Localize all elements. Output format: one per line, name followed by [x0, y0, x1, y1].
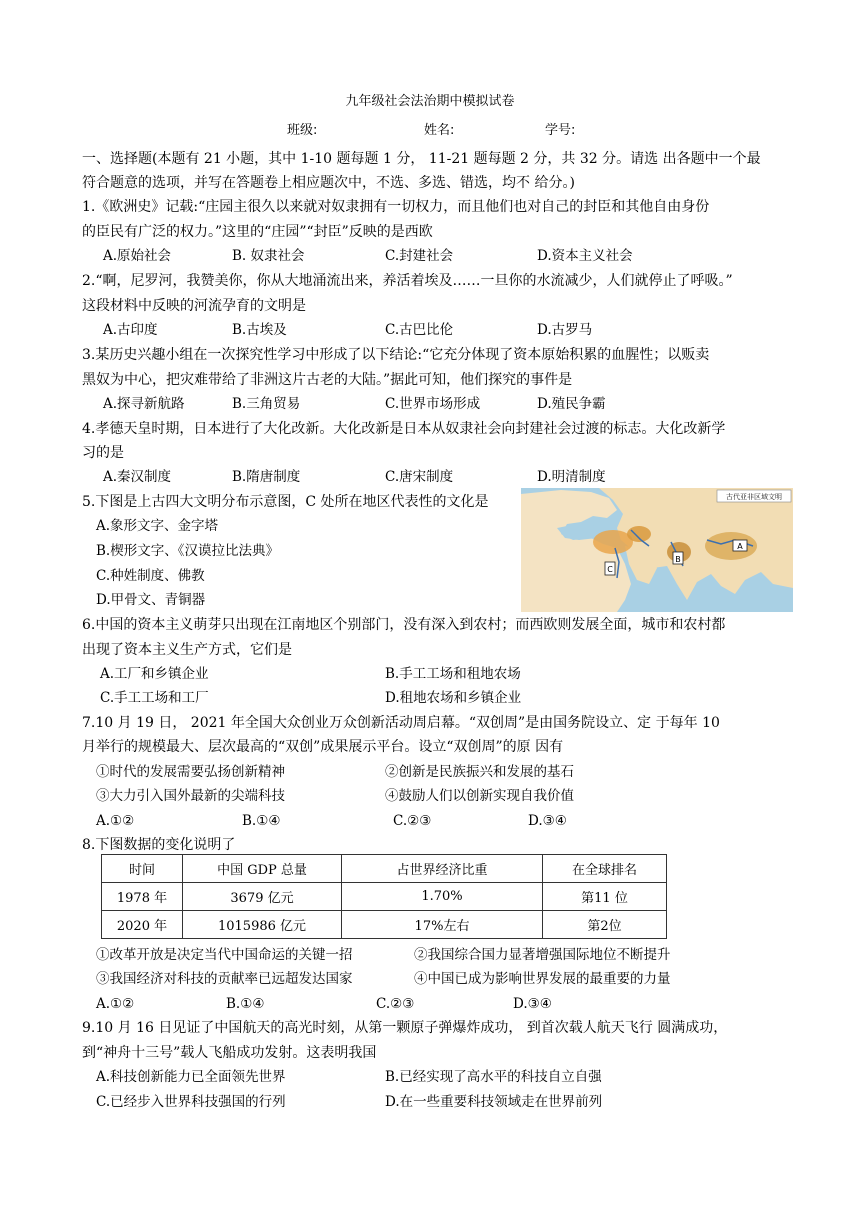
- q5-option-a: A.象形文字、金字塔: [96, 518, 219, 534]
- q4-option-b: B.隋唐制度: [232, 469, 301, 485]
- q8-item-2: ②我国综合国力显著增强国际地位不断提升: [414, 947, 671, 963]
- q3-option-b: B.三角贸易: [232, 396, 301, 412]
- q5-option-d: D.甲骨文、青铜器: [96, 592, 206, 608]
- q1-option-b: B. 奴隶社会: [232, 248, 305, 264]
- q9-stem-line2: 到“神舟十三号”载人飞船成功发射。这表明我国: [82, 1045, 377, 1061]
- q6-stem-line2: 出现了资本主义生产方式，它们是: [82, 642, 292, 658]
- table-cell: 1978 年: [102, 883, 183, 911]
- q3-option-a: A.探寻新航路: [103, 396, 185, 412]
- q2-stem-line2: 这段材料中反映的河流孕育的文明是: [82, 298, 306, 314]
- q7-stem-line1: 7.10 月 19 日， 2021 年全国大众创业万众创新活动周启幕。“双创周”是由国务院设立、定 于每年 10: [82, 715, 720, 731]
- q7-option-d: D.③④: [528, 813, 567, 829]
- table-cell: 第2位: [543, 911, 667, 939]
- q7-item-2: ②创新是民族振兴和发展的基石: [385, 764, 574, 780]
- q2-stem-line1: 2.“啊，尼罗河，我赞美你，你从大地涌流出来，养活着埃及……一旦你的水流减少，人们就停止了呼吸。”: [82, 273, 733, 289]
- q3-stem-line1: 3.某历史兴趣小组在一次探究性学习中形成了以下结论:“它充分体现了资本原始积累的血腥性；以贩卖: [82, 347, 710, 363]
- table-header-row: [102, 855, 667, 883]
- q2-option-d: D.古罗马: [537, 322, 593, 338]
- class-label: 班级:: [287, 123, 318, 138]
- table-cell: 17%左右: [342, 911, 543, 939]
- q8-option-a: A.①②: [96, 996, 135, 1012]
- q6-option-a: A.工厂和乡镇企业: [100, 666, 209, 682]
- table-cell: 2020 年: [102, 911, 183, 939]
- q6-option-c: C.手工工场和工厂: [100, 690, 209, 706]
- table-cell: 第11 位: [543, 883, 667, 911]
- q4-option-a: A.秦汉制度: [103, 469, 172, 485]
- name-label: 姓名:: [424, 123, 455, 138]
- table-row: [102, 911, 667, 939]
- section-instructions-line2: 符合题意的选项，并写在答题卷上相应题次中，不选、多选、错选，均不 给分。): [82, 175, 575, 191]
- table-cell: 3679 亿元: [183, 883, 342, 911]
- q1-option-d: D.资本主义社会: [537, 248, 633, 264]
- q2-option-c: C.古巴比伦: [385, 322, 454, 338]
- q2-option-b: B.古埃及: [232, 322, 287, 338]
- map-label-b: B: [675, 555, 681, 564]
- q5-stem-line1: 5.下图是上古四大文明分布示意图，C 处所在地区代表性的文化是: [82, 494, 489, 510]
- q8-item-3: ③我国经济对科技的贡献率已远超发达国家: [96, 971, 353, 987]
- q8-item-4: ④中国已成为影响世界发展的最重要的力量: [414, 971, 671, 987]
- q7-stem-line2: 月举行的规模最大、层次最高的“双创”成果展示平台。设立“双创周”的原 因有: [82, 739, 564, 755]
- q1-stem-line1: 1.《欧洲史》记载:“庄园主很久以来就对奴隶拥有一切权力，而且他们也对自己的封臣和其他自由身份: [82, 199, 710, 215]
- q5-option-b: B.楔形文字、《汉谟拉比法典》: [96, 543, 279, 559]
- q4-option-d: D.明清制度: [537, 469, 606, 485]
- q1-option-c: C.封建社会: [385, 248, 454, 264]
- q8-option-d: D.③④: [513, 996, 552, 1012]
- q9-option-d: D.在一些重要科技领域走在世界前列: [385, 1094, 603, 1110]
- q7-option-a: A.①②: [96, 813, 135, 829]
- map-graphic: [521, 488, 793, 612]
- map-label-c: C: [607, 565, 613, 574]
- section-instructions-line1: 一、选择题(本题有 21 小题，其中 1-10 题每题 1 分， 11-21 题每题 2 分，共 32 分。请选 出各题中一个最: [82, 151, 761, 167]
- q7-item-1: ①时代的发展需要弘扬创新精神: [96, 764, 285, 780]
- q6-stem-line1: 6.中国的资本主义萌芽只出现在江南地区个别部门，没有深入到农村；而西欧则发展全面，城市和农村都: [82, 617, 726, 633]
- q4-option-c: C.唐宋制度: [385, 469, 454, 485]
- q8-option-b: B.①④: [226, 996, 265, 1012]
- q7-option-c: C.②③: [393, 813, 432, 829]
- q8-stem-line1: 8.下图数据的变化说明了: [82, 837, 236, 853]
- table-header-cell: 中国 GDP 总量: [183, 855, 342, 883]
- q8-item-1: ①改革开放是决定当代中国命运的关键一招: [96, 947, 353, 963]
- table-header-cell: 时间: [102, 855, 183, 883]
- ancient-civilizations-map: [521, 488, 793, 612]
- q2-option-a: A.古印度: [103, 322, 158, 338]
- q1-stem-line2: 的臣民有广泛的权力。”这里的“庄园”“封臣”反映的是西欧: [82, 224, 433, 240]
- q3-option-d: D.殖民争霸: [537, 396, 606, 412]
- map-label-a: A: [737, 542, 743, 551]
- table-header-cell: 占世界经济比重: [342, 855, 543, 883]
- map-caption: 古代亚非区域文明: [726, 493, 782, 501]
- exam-title: 九年级社会法治期中模拟试卷: [345, 94, 515, 109]
- q9-option-c: C.已经步入世界科技强国的行列: [96, 1094, 286, 1110]
- student-id-label: 学号:: [545, 123, 576, 138]
- q4-stem-line1: 4.孝德天皇时期，日本进行了大化改新。大化改新是日本从奴隶社会向封建社会过渡的标志。大化改新学: [82, 421, 726, 437]
- q6-option-d: D.租地农场和乡镇企业: [385, 690, 522, 706]
- table-cell: 1.70%: [342, 883, 543, 911]
- q1-option-a: A.原始社会: [103, 248, 172, 264]
- q8-option-c: C.②③: [376, 996, 415, 1012]
- q7-item-4: ④鼓励人们以创新实现自我价值: [385, 788, 574, 804]
- table-row: [102, 883, 667, 911]
- table-cell: 1015986 亿元: [183, 911, 342, 939]
- table-header-cell: 在全球排名: [543, 855, 667, 883]
- gdp-table: [101, 854, 667, 939]
- q9-option-a: A.科技创新能力已全面领先世界: [96, 1069, 286, 1085]
- q7-item-3: ③大力引入国外最新的尖端科技: [96, 788, 285, 804]
- q7-option-b: B.①④: [242, 813, 281, 829]
- q5-option-c: C.种姓制度、佛教: [96, 568, 205, 584]
- q3-stem-line2: 黑奴为中心，把灾难带给了非洲这片古老的大陆。”据此可知，他们探究的事件是: [82, 372, 573, 388]
- q3-option-c: C.世界市场形成: [385, 396, 481, 412]
- q9-stem-line1: 9.10 月 16 日见证了中国航天的高光时刻，从第一颗原子弹爆炸成功， 到首次载人航天飞行 圆满成功，: [82, 1020, 728, 1036]
- q9-option-b: B.已经实现了高水平的科技自立自强: [385, 1069, 602, 1085]
- q6-option-b: B.手工工场和租地农场: [385, 666, 521, 682]
- q4-stem-line2: 习的是: [82, 445, 124, 461]
